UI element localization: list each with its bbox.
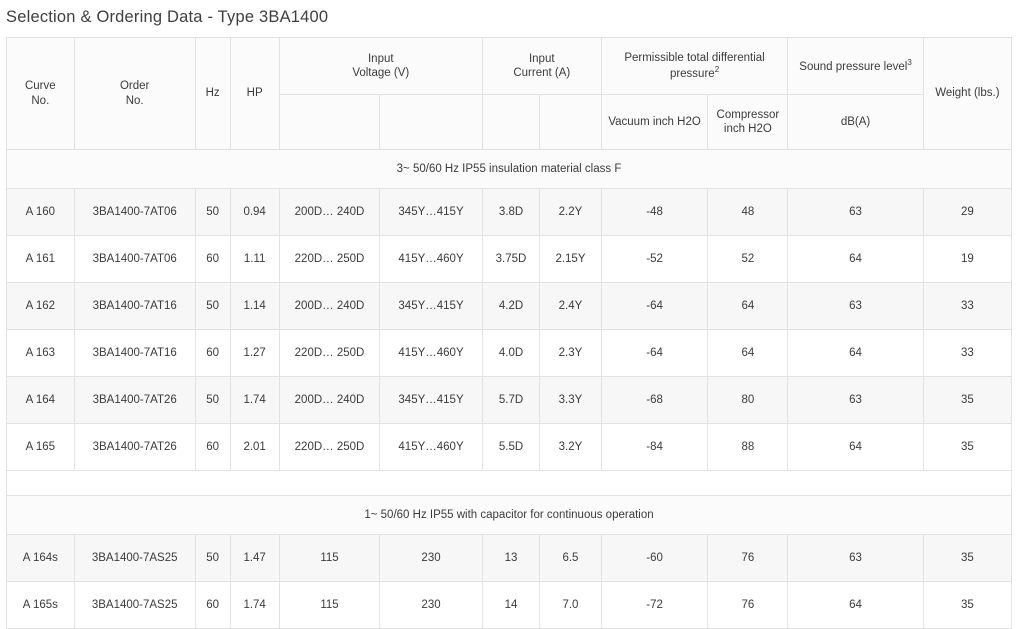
cell-wt: 35 xyxy=(923,582,1011,629)
header-compressor-line1: Compressor xyxy=(716,108,780,121)
header-row-main xyxy=(7,38,1012,95)
cell-v2: 230 xyxy=(380,535,483,582)
cell-comp: 52 xyxy=(708,236,788,283)
cell-vac: -68 xyxy=(601,377,708,424)
cell-v2: 345Y…415Y xyxy=(380,189,483,236)
cell-wt: 35 xyxy=(923,424,1011,471)
cell-db: 64 xyxy=(788,236,923,283)
cell-a2: 7.0 xyxy=(540,582,602,629)
cell-wt: 33 xyxy=(923,330,1011,377)
table-row xyxy=(7,330,1012,377)
cell-curve: A 164s xyxy=(7,535,75,582)
cell-vac: -52 xyxy=(601,236,708,283)
cell-wt: 29 xyxy=(923,189,1011,236)
header-input-voltage-line2: Voltage (V) xyxy=(352,67,410,79)
header-sound-pressure xyxy=(788,38,923,95)
cell-a2: 6.5 xyxy=(540,535,602,582)
cell-order: 3BA1400-7AT16 xyxy=(74,283,195,330)
header-input-voltage-line1: Input xyxy=(367,52,394,65)
cell-v2: 415Y…460Y xyxy=(380,424,483,471)
header-input-current-line2: Current (A) xyxy=(513,67,571,79)
cell-a2: 2.15Y xyxy=(540,236,602,283)
header-hz: Hz xyxy=(195,38,230,150)
cell-hp: 0.94 xyxy=(230,189,279,236)
cell-hz: 50 xyxy=(195,377,230,424)
header-order-no-line1: Order xyxy=(119,80,150,93)
cell-hp: 1.47 xyxy=(230,535,279,582)
cell-hp: 1.14 xyxy=(230,283,279,330)
header-current-sub-2 xyxy=(540,95,602,150)
cell-hz: 50 xyxy=(195,283,230,330)
cell-a1: 5.5D xyxy=(482,424,539,471)
cell-a1: 13 xyxy=(482,535,539,582)
header-hp: HP xyxy=(230,38,279,150)
cell-curve: A 161 xyxy=(7,236,75,283)
cell-hp: 1.11 xyxy=(230,236,279,283)
header-compressor xyxy=(708,95,788,150)
header-voltage-sub-1 xyxy=(279,95,380,150)
header-sound-pressure-label: Sound pressure level xyxy=(799,60,908,73)
cell-order: 3BA1400-7AS25 xyxy=(74,582,195,629)
header-vacuum: Vacuum inch H2O xyxy=(601,95,708,150)
cell-vac: -64 xyxy=(601,283,708,330)
header-pressure-footnote: 2 xyxy=(714,65,720,75)
spacer-row xyxy=(7,471,1012,496)
section-header-label-2: 1~ 50/60 Hz IP55 with capacitor for continuous operation xyxy=(7,496,1012,535)
cell-hz: 60 xyxy=(195,582,230,629)
header-order-no xyxy=(74,38,195,150)
header-sound-footnote: 3 xyxy=(907,57,912,67)
cell-order: 3BA1400-7AT06 xyxy=(74,236,195,283)
cell-v1: 220D… 250D xyxy=(279,236,380,283)
cell-comp: 64 xyxy=(708,283,788,330)
table-row xyxy=(7,582,1012,629)
cell-comp: 88 xyxy=(708,424,788,471)
cell-curve: A 164 xyxy=(7,377,75,424)
cell-order: 3BA1400-7AT16 xyxy=(74,330,195,377)
cell-a1: 3.8D xyxy=(482,189,539,236)
cell-db: 64 xyxy=(788,582,923,629)
header-curve-no-line1: Curve xyxy=(24,80,56,93)
cell-v2: 415Y…460Y xyxy=(380,330,483,377)
table-body xyxy=(7,150,1012,629)
cell-a1: 4.0D xyxy=(482,330,539,377)
cell-order: 3BA1400-7AT26 xyxy=(74,377,195,424)
cell-db: 63 xyxy=(788,535,923,582)
table-row xyxy=(7,189,1012,236)
cell-vac: -84 xyxy=(601,424,708,471)
cell-curve: A 160 xyxy=(7,189,75,236)
header-pressure-label: Permissible total differential pressure xyxy=(624,51,765,80)
cell-v2: 230 xyxy=(380,582,483,629)
cell-v2: 345Y…415Y xyxy=(380,377,483,424)
cell-v1: 115 xyxy=(279,582,380,629)
cell-a2: 3.3Y xyxy=(540,377,602,424)
cell-v1: 220D… 250D xyxy=(279,330,380,377)
cell-hp: 1.27 xyxy=(230,330,279,377)
cell-db: 63 xyxy=(788,189,923,236)
cell-db: 63 xyxy=(788,377,923,424)
cell-v2: 415Y…460Y xyxy=(380,236,483,283)
cell-vac: -48 xyxy=(601,189,708,236)
section-header-row-1 xyxy=(7,150,1012,189)
cell-v1: 220D… 250D xyxy=(279,424,380,471)
cell-a1: 5.7D xyxy=(482,377,539,424)
cell-a2: 3.2Y xyxy=(540,424,602,471)
cell-wt: 35 xyxy=(923,377,1011,424)
header-pressure xyxy=(601,38,788,95)
table-row xyxy=(7,535,1012,582)
header-curve-no xyxy=(7,38,75,150)
cell-db: 63 xyxy=(788,283,923,330)
cell-a1: 14 xyxy=(482,582,539,629)
cell-vac: -64 xyxy=(601,330,708,377)
cell-v2: 345Y…415Y xyxy=(380,283,483,330)
cell-hp: 1.74 xyxy=(230,377,279,424)
cell-hz: 60 xyxy=(195,330,230,377)
header-curve-no-line2: No. xyxy=(31,94,50,107)
header-weight: Weight (lbs.) xyxy=(923,38,1011,150)
cell-v1: 200D… 240D xyxy=(279,377,380,424)
cell-a2: 2.4Y xyxy=(540,283,602,330)
cell-wt: 33 xyxy=(923,283,1011,330)
section-header-row-2 xyxy=(7,496,1012,535)
cell-v1: 200D… 240D xyxy=(279,283,380,330)
cell-hz: 60 xyxy=(195,236,230,283)
table-row xyxy=(7,283,1012,330)
header-input-current-line1: Input xyxy=(528,52,555,65)
cell-a2: 2.3Y xyxy=(540,330,602,377)
cell-hz: 50 xyxy=(195,189,230,236)
cell-a1: 4.2D xyxy=(482,283,539,330)
cell-a2: 2.2Y xyxy=(540,189,602,236)
header-voltage-sub-2 xyxy=(380,95,483,150)
cell-curve: A 165 xyxy=(7,424,75,471)
cell-curve: A 165s xyxy=(7,582,75,629)
header-input-voltage xyxy=(279,38,482,95)
cell-comp: 64 xyxy=(708,330,788,377)
cell-hz: 60 xyxy=(195,424,230,471)
cell-a1: 3.75D xyxy=(482,236,539,283)
cell-curve: A 163 xyxy=(7,330,75,377)
cell-wt: 35 xyxy=(923,535,1011,582)
cell-db: 64 xyxy=(788,424,923,471)
cell-order: 3BA1400-7AS25 xyxy=(74,535,195,582)
cell-hz: 50 xyxy=(195,535,230,582)
spacer-cell xyxy=(7,471,1012,496)
selection-ordering-table xyxy=(6,37,1012,629)
cell-db: 64 xyxy=(788,330,923,377)
cell-hp: 1.74 xyxy=(230,582,279,629)
cell-wt: 19 xyxy=(923,236,1011,283)
cell-comp: 76 xyxy=(708,535,788,582)
cell-v1: 115 xyxy=(279,535,380,582)
cell-comp: 76 xyxy=(708,582,788,629)
page-title: Selection & Ordering Data - Type 3BA1400 xyxy=(6,8,329,26)
cell-order: 3BA1400-7AT06 xyxy=(74,189,195,236)
table-header xyxy=(7,38,1012,150)
header-compressor-line2: inch H2O xyxy=(723,123,772,135)
table-row xyxy=(7,236,1012,283)
cell-curve: A 162 xyxy=(7,283,75,330)
cell-hp: 2.01 xyxy=(230,424,279,471)
cell-vac: -72 xyxy=(601,582,708,629)
cell-order: 3BA1400-7AT26 xyxy=(74,424,195,471)
cell-comp: 80 xyxy=(708,377,788,424)
header-order-no-line2: No. xyxy=(125,94,144,107)
table-row xyxy=(7,424,1012,471)
header-current-sub-1 xyxy=(482,95,539,150)
table-row xyxy=(7,377,1012,424)
header-input-current xyxy=(482,38,601,95)
cell-comp: 48 xyxy=(708,189,788,236)
header-dba: dB(A) xyxy=(788,95,923,150)
section-header-label-1: 3~ 50/60 Hz IP55 insulation material class F xyxy=(7,150,1012,189)
cell-vac: -60 xyxy=(601,535,708,582)
cell-v1: 200D… 240D xyxy=(279,189,380,236)
